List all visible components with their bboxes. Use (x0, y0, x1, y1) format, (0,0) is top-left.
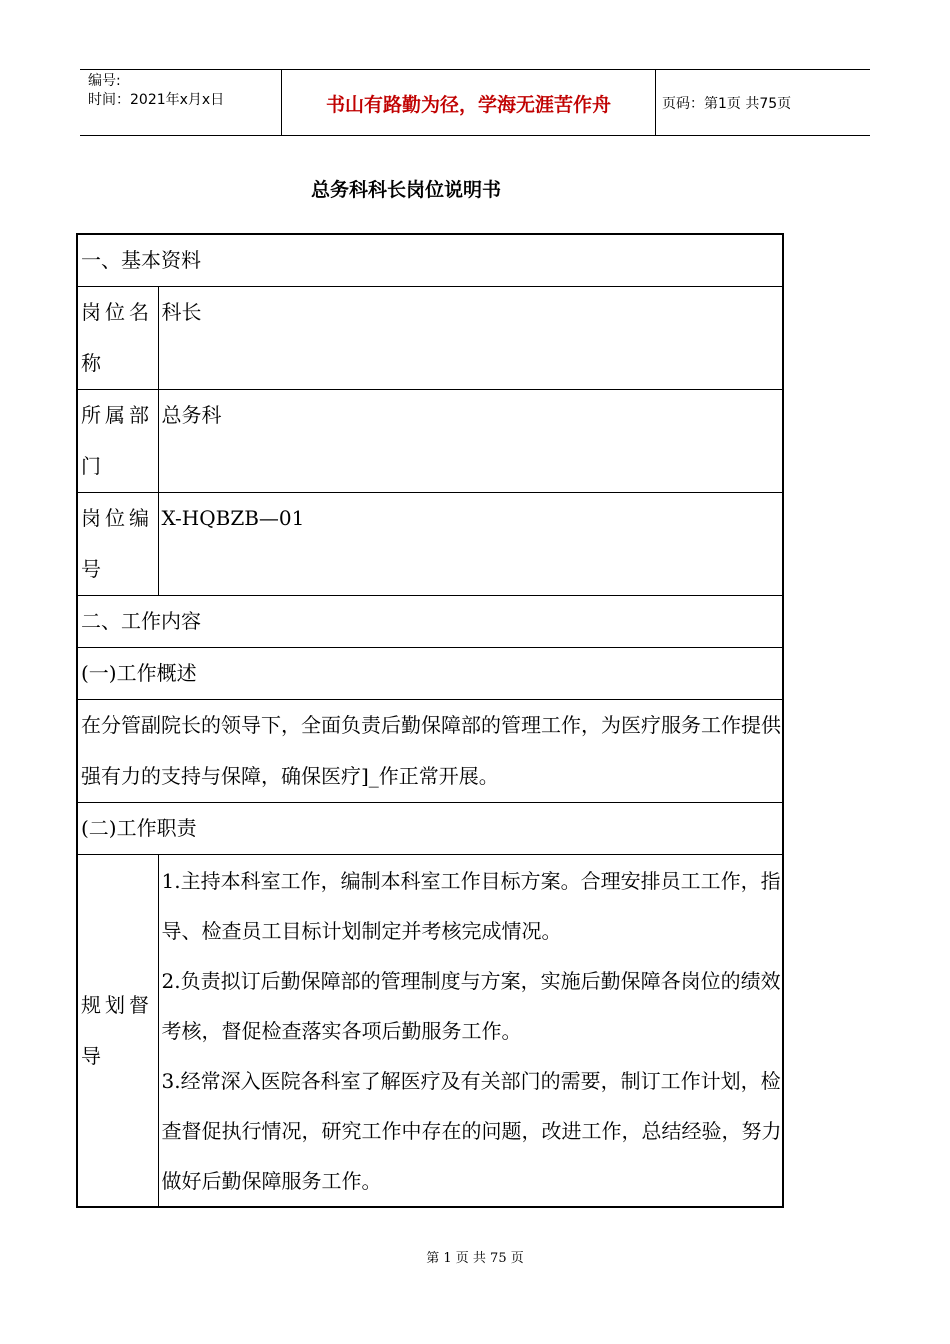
header-motto: 书山有路勤为径，学海无涯苦作舟 (325, 94, 611, 116)
duty-category-label: 规划督导 (77, 855, 158, 1208)
duty-item: 3.经常深入医院各科室了解医疗及有关部门的需要，制订工作计划，检查督促执行情况，研究工作中存在的问题，改进工作，总结经验，努力做好后勤保障服务工作。 (161, 1069, 782, 1193)
header-meta (88, 72, 224, 110)
overview-text: 在分管副院长的领导下，全面负责后勤保障部的管理工作，为医疗服务工作提供强有力的支持与保障，确保医疗]_作正常开展。 (77, 700, 783, 803)
section-row (77, 596, 783, 648)
field-row (77, 287, 783, 390)
header-top-rule (80, 69, 870, 70)
duty-item: 1.主持本科室工作，编制本科室工作目标方案。合理安排员工工作，指导、检查员工目标计划制定并考核完成情况。 (161, 869, 781, 943)
field-label-position-code: 岗位编号 (77, 493, 158, 596)
duties-heading: (二)工作职责 (77, 803, 783, 855)
field-label-position-name: 岗位名称 (77, 287, 158, 390)
overview-row (77, 700, 783, 803)
field-row (77, 493, 783, 596)
overview-heading: (一)工作概述 (77, 648, 783, 700)
section-row (77, 803, 783, 855)
page-footer: 第 1 页 共 75 页 (426, 1251, 524, 1266)
job-description-table (76, 233, 784, 1208)
header-divider-right (655, 69, 656, 136)
doc-date: 时间：2021年x月x日 (88, 92, 225, 108)
section-basic-info: 一、基本资料 (77, 234, 783, 287)
section-row (77, 648, 783, 700)
field-value-position-code: X-HQBZB—01 (158, 493, 783, 596)
header-page-info: 页码：第1页 共75页 (662, 96, 792, 112)
field-value-department: 总务科 (158, 390, 783, 493)
document-title: 总务科科长岗位说明书 (310, 179, 501, 201)
section-work-content: 二、工作内容 (77, 596, 783, 648)
section-row (77, 234, 783, 287)
header-bottom-rule (80, 135, 870, 136)
duties-row (77, 855, 783, 1208)
field-label-department: 所属部门 (77, 390, 158, 493)
duty-items (158, 855, 783, 1208)
doc-number-label: 编号: (88, 73, 121, 89)
duty-item: 2.负责拟订后勤保障部的管理制度与方案，实施后勤保障各岗位的绩效考核，督促检查落实各项后勤服务工作。 (161, 969, 781, 1043)
field-value-position-name: 科长 (158, 287, 783, 390)
field-row (77, 390, 783, 493)
